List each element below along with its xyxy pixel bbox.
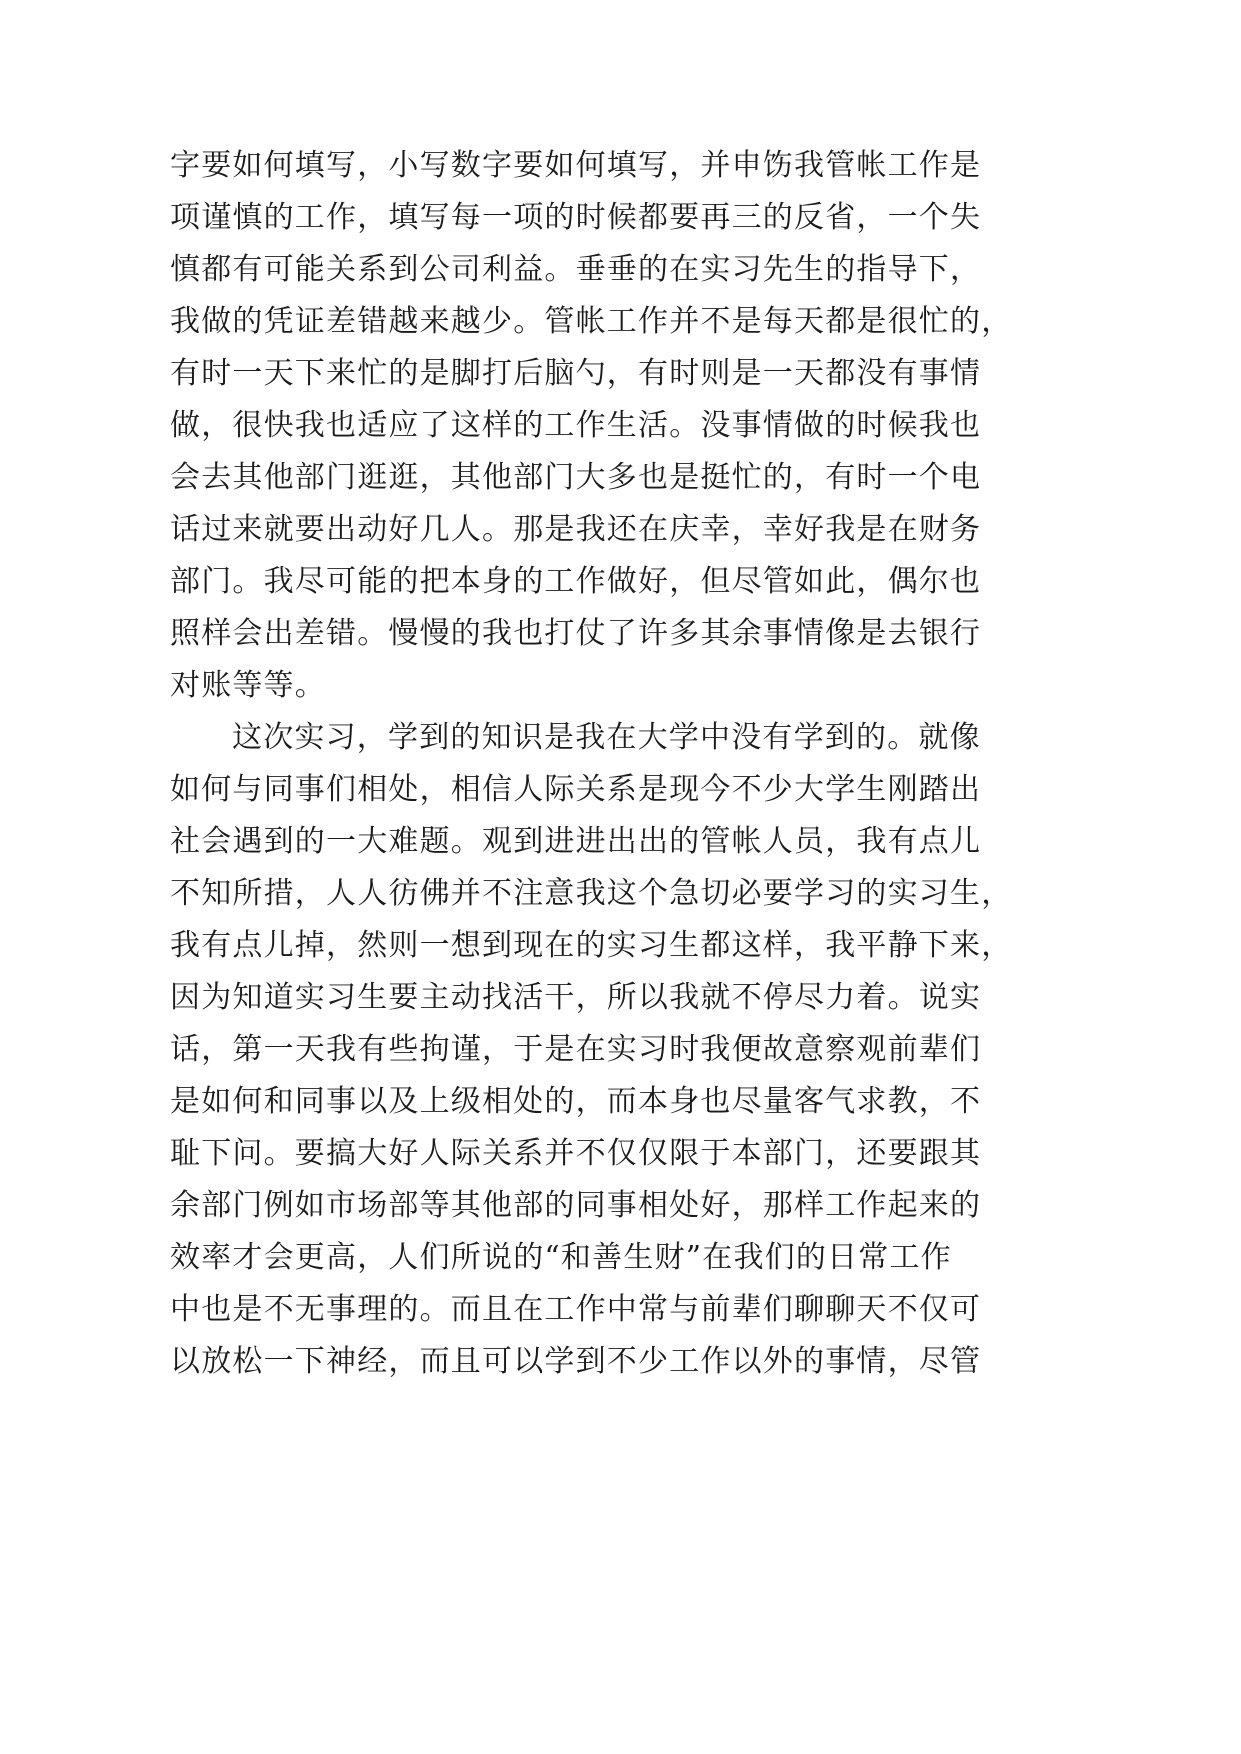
text-line: 字要如何填写，小写数字要如何填写，并申饬我管帐工作是: [170, 148, 982, 183]
text-line: 对账等等。: [170, 668, 326, 703]
text-line: 做，很快我也适应了这样的工作生活。没事情做的时候我也: [170, 408, 982, 443]
text-line: 以放松一下神经，而且可以学到不少工作以外的事情，尽管: [170, 1344, 982, 1379]
text-line: 如何与同事们相处，相信人际关系是现今不少大学生刚踏出: [170, 772, 982, 807]
text-line: 效率才会更高，人们所说的“和善生财”在我们的日常工作: [170, 1240, 952, 1275]
text-line: 不知所措，人人彷佛并不注意我这个急切必要学习的实习生，: [170, 876, 1013, 911]
text-line: 耻下问。要搞大好人际关系并不仅仅限于本部门，还要跟其: [170, 1136, 982, 1171]
text-line: 余部门例如市场部等其他部的同事相处好，那样工作起来的: [170, 1188, 982, 1223]
text-line: 我做的凭证差错越来越少。管帐工作并不是每天都是很忙的，: [170, 304, 1013, 339]
text-line: 话，第一天我有些拘谨，于是在实习时我便故意察观前辈们: [170, 1032, 982, 1067]
paragraph-first-line: 这次实习，学到的知识是我在大学中没有学到的。就像: [232, 720, 981, 755]
text-line: 中也是不无事理的。而且在工作中常与前辈们聊聊天不仅可: [170, 1292, 982, 1327]
text-line: 我有点儿掉，然则一想到现在的实习生都这样，我平静下来，: [170, 928, 1013, 963]
text-line: 部门。我尽可能的把本身的工作做好，但尽管如此，偶尔也: [170, 564, 982, 599]
text-line: 有时一天下来忙的是脚打后脑勺，有时则是一天都没有事情: [170, 356, 982, 391]
text-line: 是如何和同事以及上级相处的，而本身也尽量客气求教，不: [170, 1084, 982, 1119]
text-line: 项谨慎的工作，填写每一项的时候都要再三的反省，一个失: [170, 200, 982, 235]
text-line: 会去其他部门逛逛，其他部门大多也是挺忙的，有时一个电: [170, 460, 982, 495]
text-line: 慎都有可能关系到公司利益。垂垂的在实习先生的指导下，: [170, 252, 982, 287]
text-line: 照样会出差错。慢慢的我也打仗了许多其余事情像是去银行: [170, 616, 982, 651]
text-line: 因为知道实习生要主动找活干，所以我就不停尽力着。说实: [170, 980, 982, 1015]
text-line: 社会遇到的一大难题。观到进进出出的管帐人员，我有点儿: [170, 824, 982, 859]
text-line: 话过来就要出动好几人。那是我还在庆幸，幸好我是在财务: [170, 512, 982, 547]
